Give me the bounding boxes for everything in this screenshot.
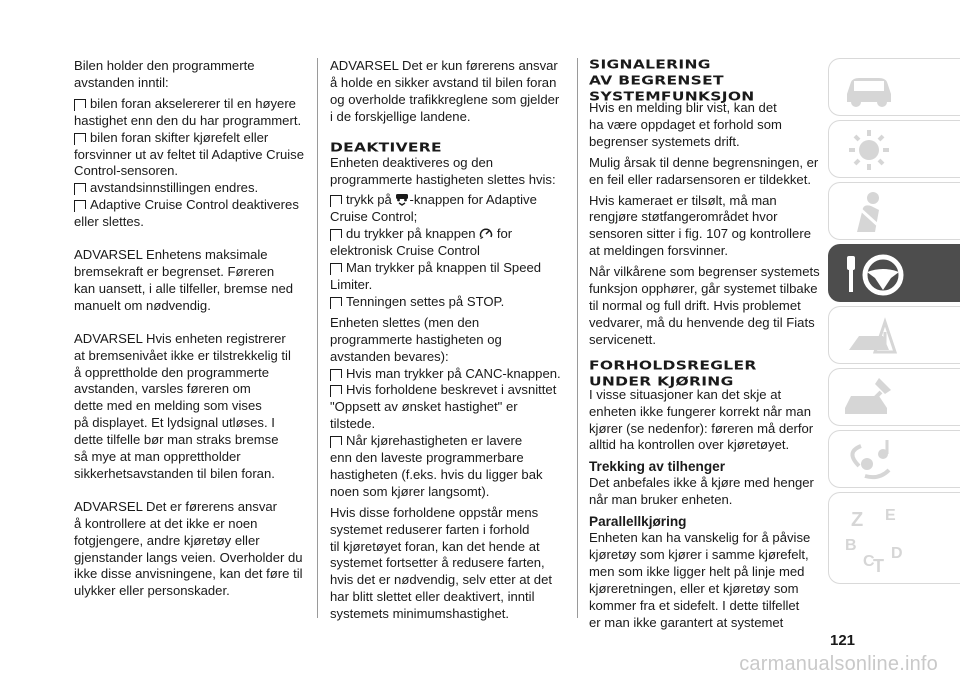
bullet-icon	[74, 99, 86, 108]
bullet-item: Hvis man trykker på CANC-knappen.	[330, 366, 568, 383]
text-column-2	[330, 58, 568, 623]
section-heading: SIGNALERING AV BEGRENSET SYSTEMFUNKSJON	[589, 57, 755, 104]
bullet-item: du trykker på knappen for elektronisk Cruise Control	[330, 226, 513, 259]
svg-text:C: C	[863, 553, 875, 570]
page-number: 121	[830, 632, 856, 649]
watermark: carmanualsonline.info	[739, 653, 938, 675]
steering-key-icon	[839, 250, 909, 300]
column-divider	[577, 58, 578, 618]
intro-paragraph: Bilen holder den programmerte avstanden inntil:	[74, 58, 255, 90]
tab-multimedia[interactable]	[828, 430, 960, 488]
warning-paragraph: ADVARSEL Enhetens maksimale bremsekraft er begrenset. Føreren kan uansett, i alle tilfeller, bremse ned manuelt om nødvendig.	[74, 247, 294, 313]
bullet-icon	[330, 229, 342, 238]
bullet-icon	[74, 200, 86, 209]
tab-steering-key[interactable]	[828, 244, 960, 302]
tab-index[interactable]	[828, 492, 960, 584]
car-info-icon	[839, 64, 899, 112]
bullet-icon	[330, 436, 342, 445]
bullet-item: bilen foran akselererer til en høyere hastighet enn den du har programmert.	[74, 95, 302, 128]
intro-paragraph: Enheten deaktiveres og den programmerte hastigheten slettes hvis:	[330, 154, 556, 187]
bullet-icon	[330, 263, 342, 272]
svg-text:B: B	[845, 537, 857, 554]
svg-text:D: D	[891, 545, 903, 562]
tab-seat-safety[interactable]	[828, 182, 960, 240]
multimedia-icon	[839, 436, 899, 484]
body-paragraph: Enheten kan ha vanskelig for å påvise kjøretøy som kjører i samme kjørefelt, men som ikke ligger helt på linje med kjøreretningen, eller et kjøretøy som kommer fra et sidefelt. I dette tilfellet er man ikke garantert at systemet	[589, 530, 811, 630]
cruise-control-icon	[479, 227, 493, 240]
body-paragraph: Når vilkårene som begrenser systemets funksjon opphører, går systemet tilbake til normal og full drift. Hvis problemet vedvarer, må du henvende deg til Fiats servicenett.	[589, 264, 820, 347]
bullet-icon	[330, 297, 342, 306]
warning-lights-icon	[839, 126, 899, 174]
text-column-1	[74, 58, 306, 600]
bullet-item: trykk på -knappen for Adaptive Cruise Control;	[330, 192, 537, 225]
bullet-icon	[330, 385, 342, 394]
subheading: Parallellkjøring	[589, 514, 687, 530]
bullet-icon	[74, 133, 86, 142]
svg-text:E: E	[885, 507, 896, 524]
bullet-icon	[330, 369, 342, 378]
warning-paragraph: ADVARSEL Hvis enheten registrerer at bremsenivået ikke er tilstrekkelig til å opprettholde den programmerte avstanden, varsles føreren om dette med en melding som vises på displayet. Et lydsignal utløses. I dette tilfelle bør man straks bremse så mye at man opprettholder sikkerhetsavstanden til bilen foran.	[74, 330, 291, 481]
intro-paragraph: Enheten slettes (men den programmerte hastigheten og avstanden bevares):	[330, 314, 502, 364]
maintenance-wrench-icon	[839, 374, 899, 422]
body-paragraph: I visse situasjoner kan det skje at enheten ikke fungerer korrekt når man kjører (se nedenfor): føreren må derfor alltid ha kontrollen over kjøretøyet.	[589, 386, 814, 453]
warning-paragraph: ADVARSEL Det er førerens ansvar å kontrollere at det ikke er noen fotgjengere, andre kjøretøy eller gjenstander langs veien. Overholder du ikke disse anvisningene, kan det føre til ulykker eller personskader.	[74, 498, 303, 599]
tab-car-info[interactable]	[828, 58, 960, 116]
warning-paragraph: ADVARSEL Det er kun førerens ansvar å holde en sikker avstand til bilen foran og overholde trafikkreglene som gjelder i de forskjellige landene.	[330, 58, 560, 124]
bullet-item: Man trykker på knappen til Speed Limiter.	[330, 260, 542, 292]
text-column-3	[589, 58, 825, 632]
tab-warning-lights[interactable]	[828, 120, 960, 178]
subheading: Trekking av tilhenger	[589, 459, 725, 475]
section-heading: FORHOLDSREGLER UNDER KJØRING	[589, 357, 757, 389]
emergency-triangle-icon	[839, 312, 899, 360]
seat-safety-icon	[839, 188, 899, 236]
bullet-item: Adaptive Cruise Control deaktiveres eller slettes.	[74, 197, 299, 230]
bullet-item: avstandsinnstillingen endres.	[74, 180, 306, 197]
body-paragraph: Det anbefales ikke å kjøre med henger når man bruker enheten.	[589, 475, 814, 508]
bullet-icon	[74, 183, 86, 192]
bullet-item: Hvis forholdene beskrevet i avsnittet "Oppsett av ønsket hastighet" er tilstede.	[330, 382, 557, 432]
bullet-icon	[330, 195, 342, 204]
bullet-item: Når kjørehastigheten er lavere enn den laveste programmerbare hastigheten (f.eks. hvis du ligger bak noen som kjører langsomt).	[330, 433, 543, 499]
bullet-item: Tenningen settes på STOP.	[330, 294, 568, 311]
index-letters-icon	[839, 498, 909, 578]
tab-emergency[interactable]	[828, 306, 960, 364]
svg-text:T: T	[873, 556, 884, 576]
tab-maintenance[interactable]	[828, 368, 960, 426]
svg-text:Z: Z	[851, 509, 864, 531]
body-paragraph: Hvis kameraet er tilsølt, må man rengjøre støtfangerområdet hvor sensoren sitter i fig. 107 og kontrollere at meldingen forsvinner.	[589, 192, 811, 259]
body-paragraph: Mulig årsak til denne begrensningen, er en feil eller radarsensoren er tildekket.	[589, 154, 819, 187]
section-heading: DEAKTIVERE	[330, 139, 442, 155]
column-divider	[317, 58, 318, 618]
body-paragraph: Hvis en melding blir vist, kan det ha være oppdaget et forhold som begrenser systemets drift.	[589, 100, 782, 149]
bullet-item: bilen foran skifter kjørefelt eller forsvinner ut av feltet til Adaptive Cruise Control-sensoren.	[74, 129, 304, 179]
body-paragraph: Hvis disse forholdene oppstår mens systemet reduserer farten i forhold til kjøretøyet foran, kan det hende at systemet fortsetter å redusere farten, hvis det er nødvendig, selv etter at det har blitt slettet eller deaktivert, inntil systemets minimumshastighet.	[330, 504, 552, 622]
adaptive-cruise-distance-icon	[395, 193, 409, 206]
